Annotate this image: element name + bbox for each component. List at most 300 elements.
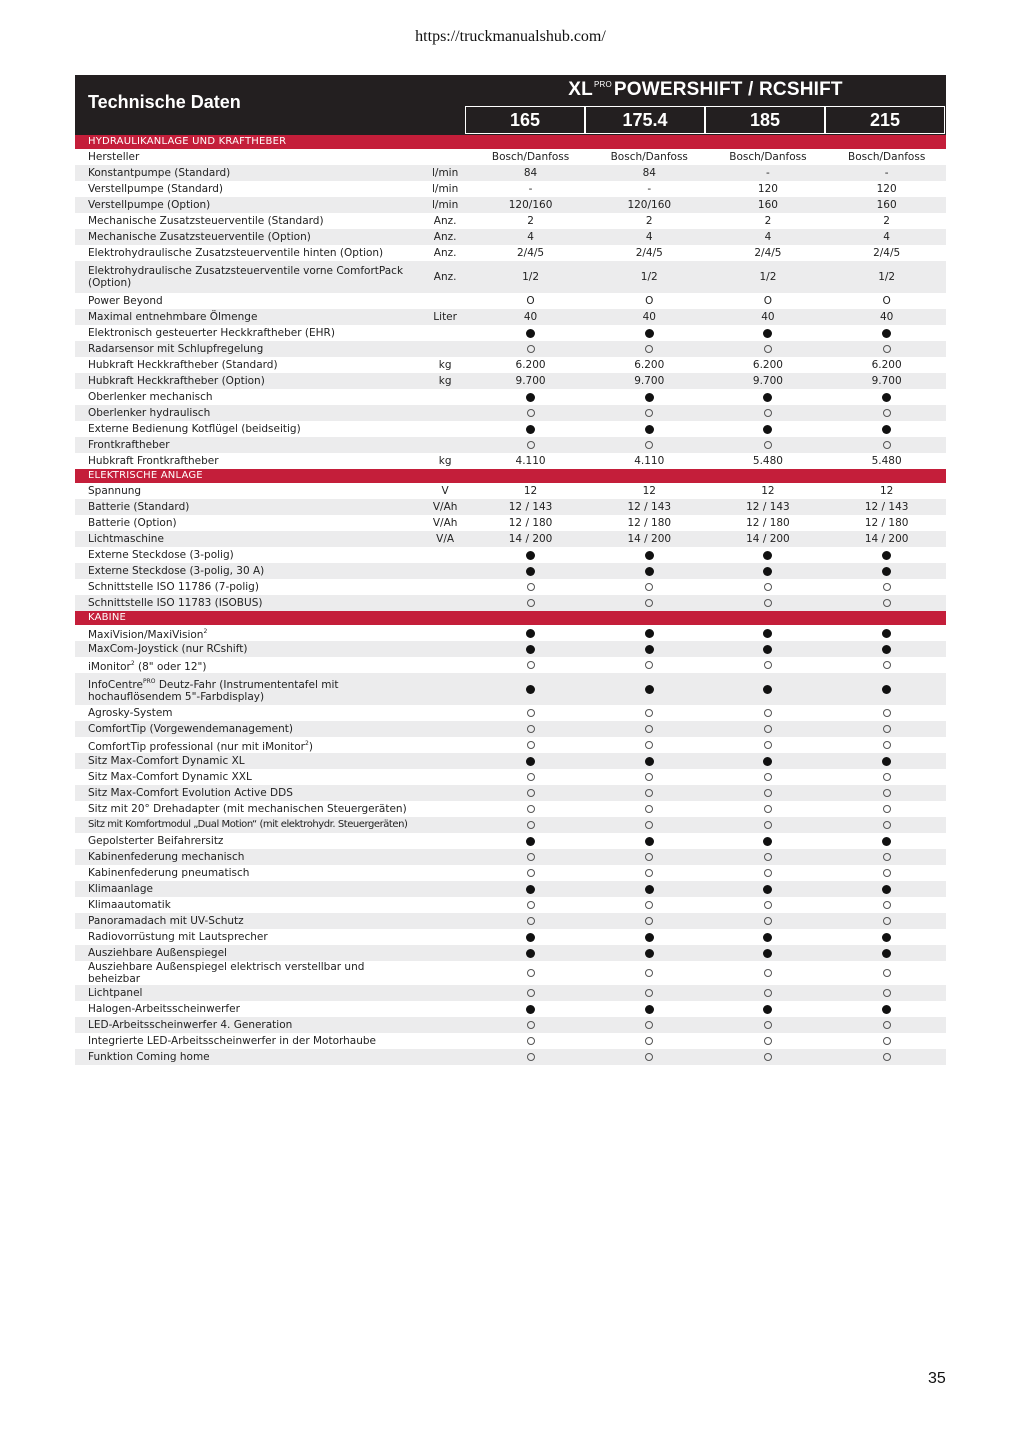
filled-dot-icon <box>526 645 535 654</box>
open-circle-icon <box>883 725 891 733</box>
filled-dot-icon <box>526 685 535 694</box>
optional-equipment-icon <box>471 341 590 357</box>
row-label-text: Ausziehbare Außenspiegel <box>88 947 227 959</box>
standard-equipment-icon <box>827 325 946 341</box>
row-unit: Anz. <box>433 215 457 227</box>
table-row <box>75 753 946 769</box>
open-circle-icon <box>764 661 772 669</box>
standard-equipment-icon <box>471 625 590 641</box>
open-circle-icon <box>883 409 891 417</box>
row-label-text: MaxiVision/MaxiVision <box>88 628 204 641</box>
open-circle-icon <box>645 805 653 813</box>
optional-equipment-icon <box>471 737 590 753</box>
open-circle-icon <box>764 345 772 353</box>
filled-dot-icon <box>645 551 654 560</box>
open-circle-icon <box>645 345 653 353</box>
cell-value: 2/4/5 <box>873 247 901 259</box>
cell-value: 40 <box>827 309 946 325</box>
open-circle-icon <box>527 409 535 417</box>
open-circle-icon <box>645 1021 653 1029</box>
table-row <box>75 483 946 499</box>
row-label <box>75 547 419 563</box>
open-circle-icon <box>527 725 535 733</box>
optional-equipment-icon <box>827 961 946 985</box>
row-label <box>75 945 419 961</box>
open-circle-icon <box>764 741 772 749</box>
optional-equipment-icon <box>827 341 946 357</box>
row-label <box>75 245 419 261</box>
cell-value: Bosch/Danfoss <box>729 151 807 163</box>
row-unit <box>419 881 471 897</box>
standard-equipment-icon <box>709 325 828 341</box>
row-label-text: Funktion Coming home <box>88 1051 210 1063</box>
open-circle-icon <box>883 661 891 669</box>
optional-equipment-icon <box>709 985 828 1001</box>
filled-dot-icon <box>763 645 772 654</box>
cell-value: 1/2 <box>590 261 709 293</box>
table-row <box>75 785 946 801</box>
filled-dot-icon <box>763 837 772 846</box>
optional-equipment-icon <box>471 897 590 913</box>
open-circle-icon <box>527 805 535 813</box>
model-sup: PRO <box>593 80 612 89</box>
cell-value: 120/160 <box>590 197 709 213</box>
optional-equipment-icon <box>590 405 709 421</box>
column-header: 185 <box>705 106 825 134</box>
row-unit <box>419 753 471 769</box>
standard-equipment-icon <box>709 625 828 641</box>
optional-equipment-icon <box>827 769 946 785</box>
cell-value: 120 <box>757 183 778 195</box>
row-label <box>75 625 419 641</box>
table-row <box>75 945 946 961</box>
optional-equipment-icon <box>827 817 946 833</box>
cell-value: O <box>526 295 535 307</box>
filled-dot-icon <box>526 425 535 434</box>
optional-equipment-icon <box>827 801 946 817</box>
optional-equipment-icon <box>590 1033 709 1049</box>
model-columns <box>465 105 946 135</box>
standard-equipment-icon <box>709 1001 828 1017</box>
row-unit <box>419 293 471 309</box>
row-label-text: Frontkraftheber <box>88 439 170 451</box>
row-unit <box>419 149 471 165</box>
filled-dot-icon <box>763 1005 772 1014</box>
row-label <box>75 753 419 769</box>
filled-dot-icon <box>882 1005 891 1014</box>
filled-dot-icon <box>645 1005 654 1014</box>
filled-dot-icon <box>882 757 891 766</box>
row-label <box>75 405 419 421</box>
cell-value: - <box>827 165 946 181</box>
filled-dot-icon <box>645 933 654 942</box>
row-label-text: Halogen-Arbeitsscheinwerfer <box>88 1003 240 1015</box>
optional-equipment-icon <box>709 1049 828 1065</box>
row-unit: V <box>441 485 449 497</box>
table-row <box>75 325 946 341</box>
row-label <box>75 985 419 1001</box>
open-circle-icon <box>645 661 653 669</box>
row-unit: Anz. <box>419 261 471 293</box>
table-header <box>75 75 946 135</box>
open-circle-icon <box>527 773 535 781</box>
optional-equipment-icon <box>590 1017 709 1033</box>
row-label <box>75 673 419 705</box>
filled-dot-icon <box>882 551 891 560</box>
row-label <box>75 579 419 595</box>
filled-dot-icon <box>645 837 654 846</box>
optional-equipment-icon <box>590 579 709 595</box>
standard-equipment-icon <box>827 881 946 897</box>
cell-value: 9.700 <box>827 373 946 389</box>
open-circle-icon <box>645 821 653 829</box>
optional-equipment-icon <box>471 849 590 865</box>
table-row <box>75 1049 946 1065</box>
row-label <box>75 309 419 325</box>
row-unit <box>419 421 471 437</box>
section-title: KABINE <box>75 611 946 625</box>
optional-equipment-icon <box>590 785 709 801</box>
open-circle-icon <box>645 773 653 781</box>
table-row <box>75 197 946 213</box>
standard-equipment-icon <box>827 389 946 405</box>
row-unit <box>419 833 471 849</box>
optional-equipment-icon <box>590 897 709 913</box>
table-row <box>75 405 946 421</box>
filled-dot-icon <box>882 393 891 402</box>
standard-equipment-icon <box>590 833 709 849</box>
row-unit <box>419 405 471 421</box>
optional-equipment-icon <box>709 817 828 833</box>
table-row <box>75 897 946 913</box>
open-circle-icon <box>764 917 772 925</box>
open-circle-icon <box>527 741 535 749</box>
standard-equipment-icon <box>471 563 590 579</box>
optional-equipment-icon <box>471 961 590 985</box>
standard-equipment-icon <box>471 421 590 437</box>
row-label <box>75 325 419 341</box>
cell-value: O <box>763 295 773 307</box>
row-label <box>75 817 419 833</box>
open-circle-icon <box>883 599 891 607</box>
standard-equipment-icon <box>590 547 709 563</box>
optional-equipment-icon <box>709 579 828 595</box>
table-row <box>75 833 946 849</box>
optional-equipment-icon <box>471 405 590 421</box>
row-unit <box>419 913 471 929</box>
cell-value: 12 / 143 <box>471 499 590 515</box>
open-circle-icon <box>645 409 653 417</box>
standard-equipment-icon <box>827 563 946 579</box>
open-circle-icon <box>764 441 772 449</box>
optional-equipment-icon <box>590 657 709 673</box>
optional-equipment-icon <box>471 437 590 453</box>
standard-equipment-icon <box>590 421 709 437</box>
filled-dot-icon <box>763 685 772 694</box>
optional-equipment-icon <box>709 897 828 913</box>
open-circle-icon <box>527 789 535 797</box>
cell-value: 6.200 <box>634 359 665 371</box>
table-row <box>75 817 946 833</box>
filled-dot-icon <box>526 757 535 766</box>
table-row <box>75 421 946 437</box>
cell-value: 40 <box>709 309 828 325</box>
filled-dot-icon <box>645 329 654 338</box>
cell-value: 12 / 180 <box>508 517 553 529</box>
row-unit <box>419 897 471 913</box>
filled-dot-icon <box>882 933 891 942</box>
row-label-text: Batterie (Standard) <box>88 501 190 513</box>
open-circle-icon <box>527 901 535 909</box>
open-circle-icon <box>764 773 772 781</box>
row-label-text: Schnittstelle ISO 11786 (7-polig) <box>88 581 259 593</box>
row-unit: Anz. <box>433 247 457 259</box>
standard-equipment-icon <box>471 753 590 769</box>
open-circle-icon <box>883 969 891 977</box>
cell-value: 84 <box>471 165 590 181</box>
cell-value: 2/4/5 <box>635 247 663 259</box>
open-circle-icon <box>764 583 772 591</box>
row-unit <box>419 801 471 817</box>
row-unit <box>419 641 471 657</box>
row-label <box>75 737 419 753</box>
open-circle-icon <box>883 805 891 813</box>
row-label-text: Schnittstelle ISO 11783 (ISOBUS) <box>88 597 263 609</box>
standard-equipment-icon <box>827 421 946 437</box>
standard-equipment-icon <box>471 833 590 849</box>
cell-value: 4.110 <box>634 455 665 467</box>
filled-dot-icon <box>882 685 891 694</box>
table-row <box>75 657 946 673</box>
row-label <box>75 1017 419 1033</box>
standard-equipment-icon <box>709 673 828 705</box>
open-circle-icon <box>883 773 891 781</box>
filled-dot-icon <box>526 885 535 894</box>
optional-equipment-icon <box>827 595 946 611</box>
cell-value: 12 <box>761 485 775 497</box>
open-circle-icon <box>883 869 891 877</box>
section-header <box>75 469 946 483</box>
filled-dot-icon <box>645 645 654 654</box>
row-label <box>75 865 419 881</box>
row-unit <box>419 1017 471 1033</box>
row-unit <box>419 389 471 405</box>
row-label-text: Verstellpumpe (Standard) <box>88 183 223 195</box>
row-unit <box>419 563 471 579</box>
optional-equipment-icon <box>709 769 828 785</box>
filled-dot-icon <box>645 757 654 766</box>
row-label <box>75 181 419 197</box>
table-row <box>75 737 946 753</box>
optional-equipment-icon <box>709 849 828 865</box>
row-unit: kg <box>438 455 452 467</box>
cell-value: 2/4/5 <box>517 247 545 259</box>
table-row <box>75 865 946 881</box>
table-row <box>75 721 946 737</box>
table-row <box>75 357 946 373</box>
open-circle-icon <box>645 853 653 861</box>
filled-dot-icon <box>882 567 891 576</box>
row-label <box>75 913 419 929</box>
optional-equipment-icon <box>709 737 828 753</box>
row-label <box>75 483 419 499</box>
filled-dot-icon <box>645 393 654 402</box>
cell-value: 6.200 <box>752 359 783 371</box>
row-unit: Anz. <box>419 229 471 245</box>
row-label-text: InfoCentre <box>88 678 143 691</box>
open-circle-icon <box>764 853 772 861</box>
row-label <box>75 705 419 721</box>
cell-value: 12 / 143 <box>590 499 709 515</box>
optional-equipment-icon <box>471 705 590 721</box>
standard-equipment-icon <box>471 673 590 705</box>
open-circle-icon <box>883 441 891 449</box>
table-row <box>75 881 946 897</box>
filled-dot-icon <box>526 1005 535 1014</box>
row-unit <box>419 737 471 753</box>
row-label <box>75 373 419 389</box>
row-unit <box>419 785 471 801</box>
table-row <box>75 437 946 453</box>
row-label <box>75 1001 419 1017</box>
optional-equipment-icon <box>827 721 946 737</box>
cell-value: - <box>528 183 533 195</box>
row-label <box>75 1033 419 1049</box>
standard-equipment-icon <box>827 929 946 945</box>
row-label-text: Spannung <box>88 485 142 497</box>
row-unit <box>419 945 471 961</box>
cell-value: 12 / 180 <box>746 517 790 529</box>
open-circle-icon <box>645 969 653 977</box>
row-label <box>75 341 419 357</box>
optional-equipment-icon <box>590 913 709 929</box>
row-label-text: Panoramadach mit UV-Schutz <box>88 915 244 927</box>
filled-dot-icon <box>763 885 772 894</box>
row-label-text: Radiovorrüstung mit Lautsprecher <box>88 931 268 943</box>
row-unit <box>419 657 471 673</box>
row-label <box>75 197 419 213</box>
row-unit <box>419 865 471 881</box>
cell-value: 40 <box>590 309 709 325</box>
open-circle-icon <box>527 821 535 829</box>
open-circle-icon <box>764 1037 772 1045</box>
filled-dot-icon <box>526 393 535 402</box>
table-row <box>75 849 946 865</box>
optional-equipment-icon <box>471 595 590 611</box>
row-unit: V/A <box>419 531 471 547</box>
standard-equipment-icon <box>590 753 709 769</box>
open-circle-icon <box>645 709 653 717</box>
optional-equipment-icon <box>590 817 709 833</box>
filled-dot-icon <box>763 393 772 402</box>
row-label <box>75 769 419 785</box>
row-unit <box>419 579 471 595</box>
open-circle-icon <box>527 969 535 977</box>
row-label-suffix: (8" oder 12") <box>134 660 207 673</box>
open-circle-icon <box>645 869 653 877</box>
table-row <box>75 261 946 293</box>
row-label-sup: PRO <box>142 677 156 685</box>
standard-equipment-icon <box>471 547 590 563</box>
row-label-text: Sitz mit 20° Drehadapter (mit mechanischen Steuergeräten) <box>88 803 407 815</box>
open-circle-icon <box>883 345 891 353</box>
row-label-text: MaxCom-Joystick (nur RCshift) <box>88 643 248 655</box>
optional-equipment-icon <box>709 801 828 817</box>
open-circle-icon <box>527 1021 535 1029</box>
open-circle-icon <box>764 869 772 877</box>
optional-equipment-icon <box>709 961 828 985</box>
table-row <box>75 769 946 785</box>
row-unit <box>419 817 471 833</box>
row-label-text: Externe Steckdose (3-polig, 30 A) <box>88 565 265 577</box>
standard-equipment-icon <box>709 421 828 437</box>
table-row <box>75 705 946 721</box>
open-circle-icon <box>883 901 891 909</box>
table-row <box>75 673 946 705</box>
optional-equipment-icon <box>827 865 946 881</box>
optional-equipment-icon <box>709 865 828 881</box>
cell-value: Bosch/Danfoss <box>491 151 570 163</box>
filled-dot-icon <box>763 567 772 576</box>
filled-dot-icon <box>526 329 535 338</box>
row-label <box>75 229 419 245</box>
open-circle-icon <box>764 805 772 813</box>
filled-dot-icon <box>645 949 654 958</box>
row-unit <box>419 1049 471 1065</box>
table-row <box>75 961 946 985</box>
open-circle-icon <box>645 789 653 797</box>
cell-value: 1/2 <box>709 261 828 293</box>
optional-equipment-icon <box>709 785 828 801</box>
row-label-text: Elektronisch gesteuerter Heckkraftheber (EHR) <box>88 327 335 339</box>
row-label <box>75 261 419 293</box>
table-row <box>75 229 946 245</box>
table-row <box>75 309 946 325</box>
cell-value: - <box>709 165 828 181</box>
optional-equipment-icon <box>590 865 709 881</box>
row-unit: kg <box>438 359 452 371</box>
row-label-text: Sitz Max-Comfort Evolution Active DDS <box>88 787 293 799</box>
optional-equipment-icon <box>827 1017 946 1033</box>
filled-dot-icon <box>763 629 772 638</box>
cell-value: 2 <box>883 215 890 227</box>
row-label-text: Verstellpumpe (Option) <box>88 199 211 211</box>
row-unit <box>419 325 471 341</box>
row-label <box>75 929 419 945</box>
row-label-text: Oberlenker hydraulisch <box>88 407 211 419</box>
cell-value: 120 <box>876 183 897 195</box>
open-circle-icon <box>764 821 772 829</box>
optional-equipment-icon <box>709 437 828 453</box>
table-row <box>75 531 946 547</box>
cell-value: 4.110 <box>515 455 546 467</box>
row-label <box>75 149 419 165</box>
row-label-text: Externe Steckdose (3-polig) <box>88 549 234 561</box>
filled-dot-icon <box>526 837 535 846</box>
cell-value: 4 <box>590 229 709 245</box>
row-label <box>75 357 419 373</box>
row-unit: l/min <box>432 183 459 195</box>
row-label-text: Oberlenker mechanisch <box>88 391 213 403</box>
cell-value: 9.700 <box>709 373 828 389</box>
source-url[interactable]: https://truckmanualshub.com/ <box>415 28 606 45</box>
open-circle-icon <box>764 709 772 717</box>
filled-dot-icon <box>526 949 535 958</box>
standard-equipment-icon <box>827 1001 946 1017</box>
optional-equipment-icon <box>827 897 946 913</box>
page-title: Technische Daten <box>88 92 241 112</box>
optional-equipment-icon <box>709 705 828 721</box>
